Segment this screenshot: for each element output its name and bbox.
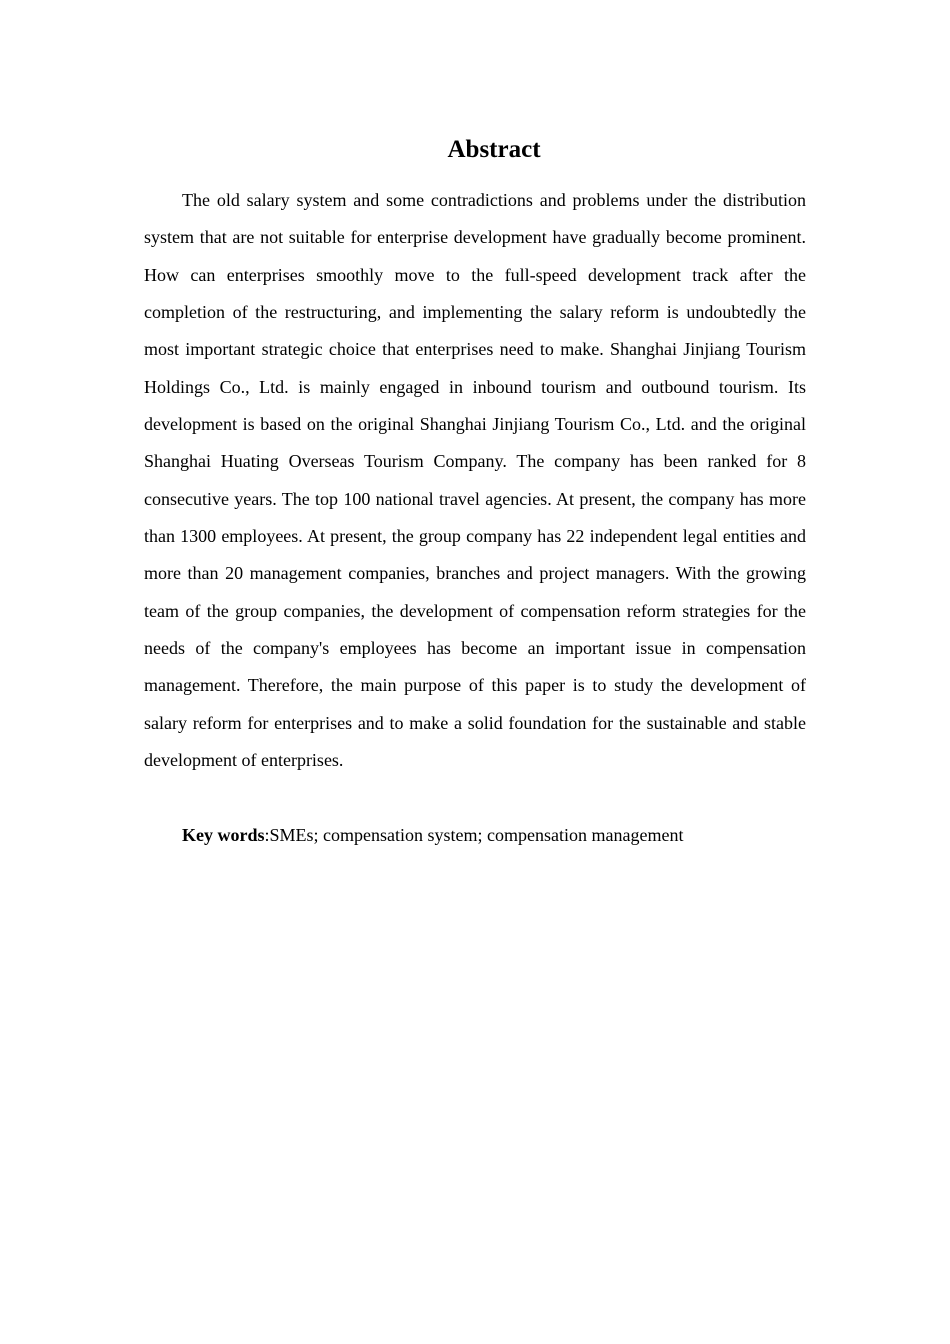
- keywords-separator: :: [264, 825, 270, 845]
- keywords-value: SMEs; compensation system; compensation management: [269, 825, 684, 845]
- abstract-heading: Abstract: [447, 136, 541, 163]
- keywords-line: [144, 818, 806, 852]
- keywords-label: Key words: [182, 825, 265, 845]
- abstract-paragraph: The old salary system and some contradictions and problems under the distribution system that are not suitable for enterprise development have gradually become prominent. How can enterprises smoothly move to the full-speed development track after the completion of the restructuring, and implementing the salary reform is undoubtedly the most important strategic choice that enterprises need to make. Shanghai Jinjiang Tourism Holdings Co., Ltd. is mainly engaged in inbound tourism and outbound tourism. Its development is based on the original Shanghai Jinjiang Tourism Co., Ltd. and the original Shanghai Huating Overseas Tourism Company. The company has been ranked for 8 consecutive years. The top 100 national travel agencies. At present, the company has more than 1300 employees. At present, the group company has 22 independent legal entities and more than 20 management companies, branches and project managers. With the growing team of the group companies, the development of compensation reform strategies for the needs of the company's employees has become an important issue in compensation management. Therefore, the main purpose of this paper is to study the development of salary reform for enterprises and to make a solid foundation for the sustainable and stable development of enterprises.: [144, 190, 806, 771]
